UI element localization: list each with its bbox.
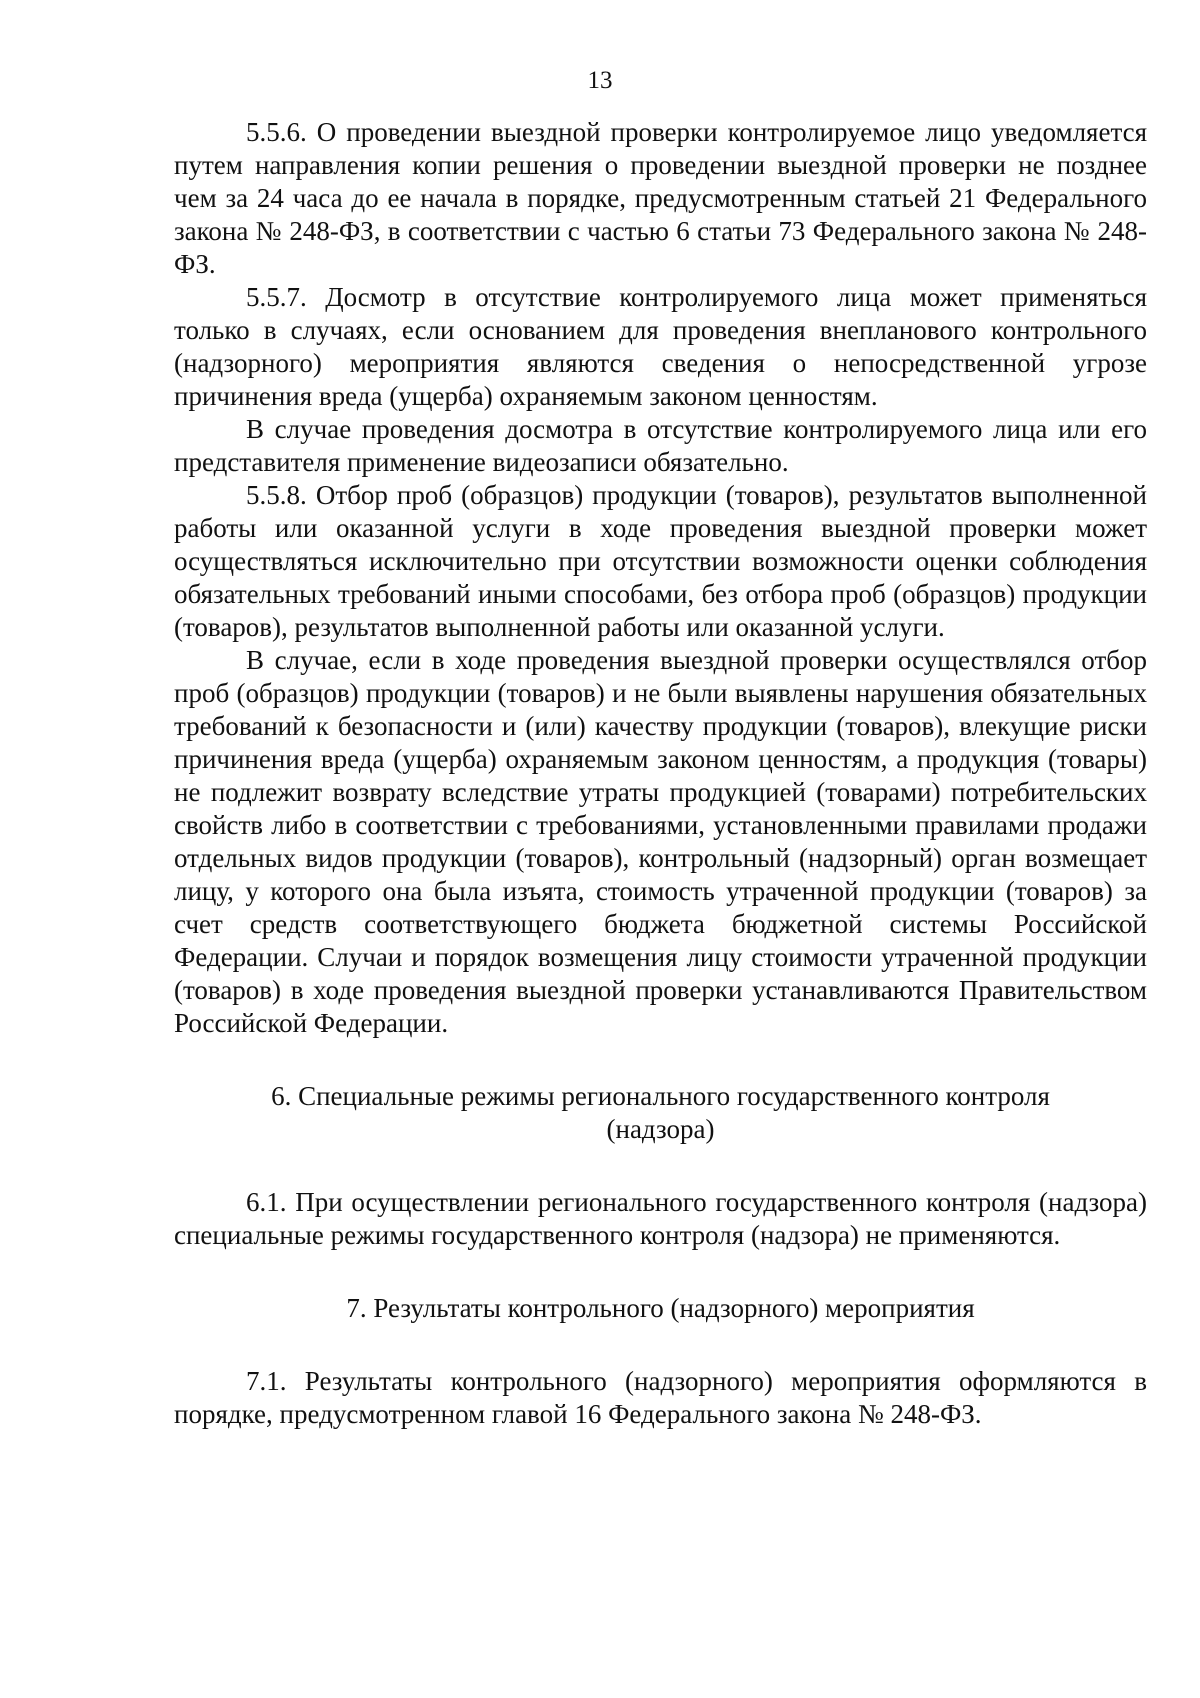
section-6-heading [174,1080,1147,1146]
section-7-heading: 7. Результаты контрольного (надзорного) мероприятия [346,1293,975,1323]
paragraph-5-5-7: 5.5.7. Досмотр в отсутствие контролируемого лица может применяться только в случаях, если основанием для проведения внепланового контрольного (надзорного) мероприятия являются сведения о непосредственной угрозе причинения вреда (ущерба) охраняемым законом ценностям. [174,282,1147,411]
paragraph-5-5-8-compensation: В случае, если в ходе проведения выездной проверки осуществлялся отбор проб (образцов) продукции (товаров) и не были выявлены нарушения обязательных требований к безопасности и (или) качеству продукции (товаров), влекущие риски причинения вреда (ущерба) охраняемым законом ценностям, а продукция (товары) не подлежит возврату вследствие утраты продукцией (товарами) потребительских свойств либо в соответствии с требованиями, установленными правилами продажи отдельных видов продукции (товаров), контрольный (надзорный) орган возмещает лицу, у которого она была изъята, стоимость утраченной продукции (товаров) за счет средств соответствующего бюджета бюджетной системы Российской Федерации. Случаи и порядок возмещения лицу стоимости утраченной продукции (товаров) в ходе проведения выездной проверки устанавливаются Правительством Российской Федерации. [174,645,1147,1038]
document-body [174,116,1147,1431]
paragraph-5-5-6: 5.5.6. О проведении выездной проверки контролируемое лицо уведомляется путем направления копии решения о проведении выездной проверки не позднее чем за 24 часа до ее начала в порядке, предусмотренным статьей 21 Федерального закона № 248-ФЗ, в соответствии с частью 6 статьи 73 Федерального закона № 248-ФЗ. [174,117,1147,279]
page-number: 13 [587,67,613,94]
paragraph-5-5-7-video: В случае проведения досмотра в отсутствие контролируемого лица или его представителя применение видеозаписи обязательно. [174,414,1147,477]
paragraph-6-1: 6.1. При осуществлении регионального государственного контроля (надзора) специальные режимы государственного контроля (надзора) не применяются. [174,1187,1147,1250]
paragraph-7-1: 7.1. Результаты контрольного (надзорного) мероприятия оформляются в порядке, предусмотренном главой 16 Федерального закона № 248-ФЗ. [174,1366,1147,1429]
section-6-heading-line2: (надзора) [606,1114,715,1144]
section-6-heading-line1: 6. Специальные режимы регионального государственного контроля [271,1081,1050,1111]
paragraph-5-5-8: 5.5.8. Отбор проб (образцов) продукции (товаров), результатов выполненной работы или оказанной услуги в ходе проведения выездной проверки может осуществляться исключительно при отсутствии возможности оценки соблюдения обязательных требований иными способами, без отбора проб (образцов) продукции (товаров), результатов выполненной работы или оказанной услуги. [174,480,1147,642]
